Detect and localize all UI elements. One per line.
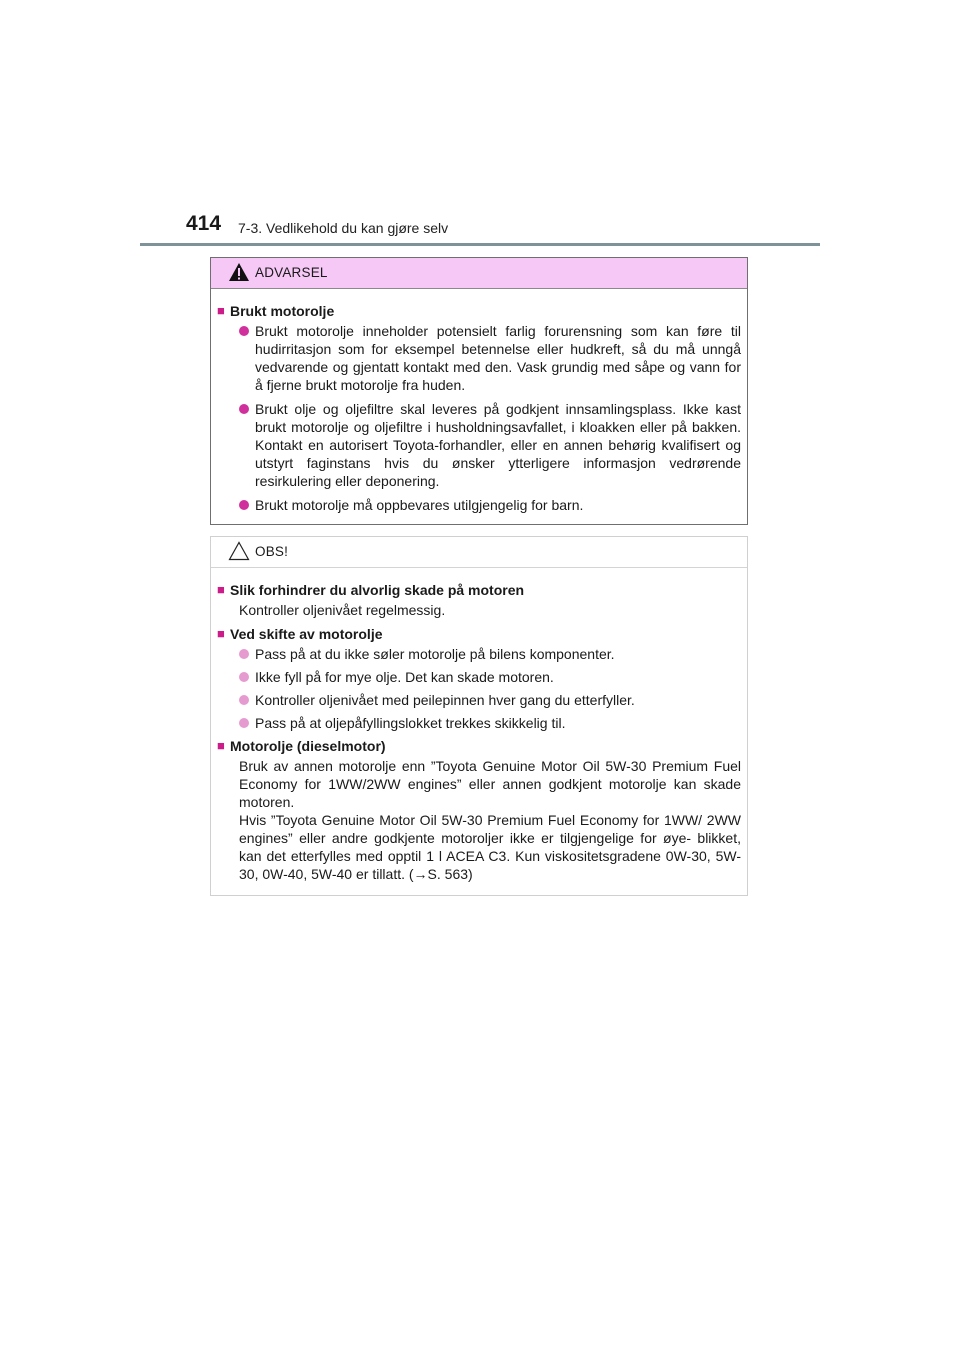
bullet-dot-icon [239, 672, 249, 682]
notice-body [211, 568, 747, 883]
bullet-dot-icon [239, 500, 249, 510]
square-bullet-icon: ■ [217, 626, 225, 641]
bullet-dot-icon [239, 718, 249, 728]
warning-section-title: ■ Brukt motorolje [217, 303, 335, 319]
page-header [140, 212, 820, 248]
notice-section-title: ■ Ved skifte av motorolje [217, 626, 383, 642]
list-item: Ikke fyll på for mye olje. Det kan skade motoren. [217, 668, 741, 686]
square-bullet-icon: ■ [217, 303, 225, 318]
header-rule [140, 243, 820, 246]
warning-header [211, 258, 747, 289]
notice-paragraph: Bruk av annen motorolje enn ”Toyota Genuine Motor Oil 5W-30 Premium Fuel Economy for 1WW/2WW engines” eller annen godkjent motorolje kan skade motoren. [239, 758, 741, 810]
square-bullet-icon: ■ [217, 738, 225, 753]
list-item: Kontroller oljenivået med peilepinnen hver gang du etterfyller. [217, 691, 741, 709]
section-title: 7-3. Vedlikehold du kan gjøre selv [238, 220, 449, 236]
warning-triangle-icon [228, 262, 250, 282]
square-bullet-icon: ■ [217, 582, 225, 597]
bullet-dot-icon [239, 404, 249, 414]
notice-box [210, 536, 748, 896]
notice-section-title: ■ Motorolje (dieselmotor) [217, 738, 386, 754]
notice-section-title: ■ Slik forhindrer du alvorlig skade på motoren [217, 582, 525, 598]
list-item: Pass på at oljepåfyllingslokket trekkes skikkelig til. [217, 714, 741, 732]
list-item: Brukt motorolje inneholder potensielt farlig forurensning som kan føre til hudirritasjon som for eksempel betennelse eller hudkreft, så du må unngå vedvarende og gjentatt kontakt med den. Vask grundig med såpe og vann for å fjerne brukt motorolje fra huden. [217, 322, 741, 394]
page-number: 414 [186, 212, 222, 235]
notice-paragraph: Kontroller oljenivået regelmessig. [239, 602, 446, 618]
bullet-dot-icon [239, 695, 249, 705]
warning-body [211, 289, 747, 514]
notice-label: OBS! [255, 544, 289, 559]
list-item: Pass på at du ikke søler motorolje på bilens komponenter. [217, 645, 741, 663]
list-item: Brukt motorolje må oppbevares utilgjengelig for barn. [217, 496, 741, 514]
warning-box [210, 257, 748, 525]
bullet-dot-icon [239, 326, 249, 336]
caution-outline-triangle-icon [228, 541, 250, 561]
bullet-dot-icon [239, 649, 249, 659]
notice-paragraph: Hvis ”Toyota Genuine Motor Oil 5W-30 Premium Fuel Economy for 1WW/ 2WW engines” eller andre godkjente motoroljer ikke er tilgjengelige for øye- blikket, kan det etterfylles med opptil 1 l ACEA C3. Kun viskositetsgradene 0W-30, 5W-30, 0W-40, 5W-40 er tillatt. (→S. 563) [239, 812, 741, 882]
notice-header [211, 537, 747, 568]
list-item: Brukt olje og oljefiltre skal leveres på godkjent innsamlingsplass. Ikke kast brukt motorolje og oljefiltre i husholdningsavfallet, i kloakken eller på bakken. Kontakt en autorisert Toyota-forhandler, eller en annen behørig kvalifisert og utstyrt faginstans hvis du ønsker ytterligere informasjon vedrørende resirkulering eller deponering. [217, 400, 741, 490]
warning-label: ADVARSEL [255, 265, 328, 280]
